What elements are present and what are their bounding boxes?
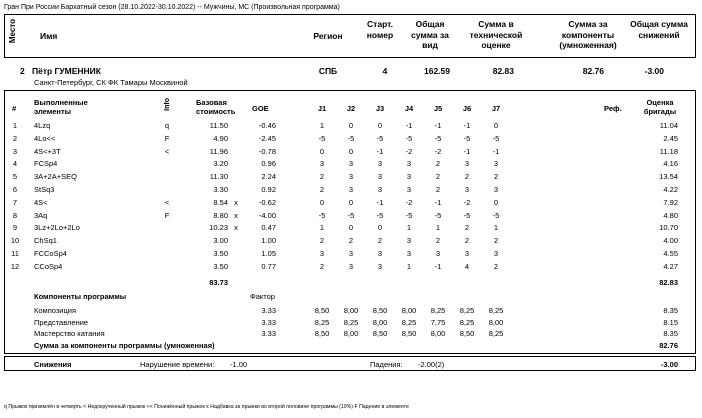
place-header: Место [8, 19, 17, 44]
element-row [0, 249, 702, 259]
element-judge-4: 3 [406, 249, 412, 258]
elements-executed-header: Выполненные элементы [34, 98, 88, 116]
element-judge-3: 3 [377, 249, 383, 258]
element-name: 4Lzq [34, 121, 51, 130]
component-judge-3: 8,50 [372, 306, 388, 315]
element-score: 11.18 [659, 146, 678, 156]
element-judge-1: 0 [319, 197, 325, 207]
element-num: 6 [12, 185, 18, 194]
element-base: 11.50 [209, 121, 228, 130]
component-judge-4: 8,25 [401, 317, 417, 327]
element-goe: -0.62 [258, 197, 276, 207]
element-score: 4.55 [663, 249, 678, 258]
component-score: 8.35 [663, 306, 678, 315]
start-number-header: Старт. номер [366, 19, 394, 40]
component-factor: 3.33 [261, 317, 276, 327]
element-row [0, 211, 702, 221]
time-violation-value: -1.00 [230, 360, 248, 369]
element-name: 4Lo<< [34, 133, 56, 143]
element-name: StSq3 [34, 185, 55, 194]
element-judge-6: -1 [463, 121, 471, 130]
element-score: 2.45 [663, 133, 678, 143]
element-judge-6: -2 [463, 197, 471, 207]
element-goe: 1.00 [261, 236, 276, 246]
element-judge-3: 3 [377, 261, 383, 271]
element-num: 5 [12, 172, 18, 182]
deductions-label: Снижения [34, 360, 72, 369]
j5-header: J5 [433, 104, 443, 113]
elements-total-base: 83.73 [209, 278, 228, 287]
component-factor: 3.33 [261, 306, 276, 315]
element-score: 4.00 [663, 236, 678, 246]
element-judge-1: 1 [319, 121, 325, 130]
element-base: 11.30 [209, 172, 228, 182]
j6-header: J6 [462, 104, 472, 113]
element-bonus: x [234, 197, 238, 207]
deductions-header: Общая сумма снижений [630, 19, 688, 40]
element-judge-5: 1 [435, 223, 441, 233]
component-judge-1: 8,50 [314, 329, 330, 338]
element-name: 3Aq [34, 210, 48, 220]
time-violation-label: Нарушение времени: [140, 360, 215, 369]
element-judge-4: -1 [405, 121, 413, 130]
element-name: 4S< [34, 197, 48, 207]
element-num: 4 [12, 159, 18, 169]
element-bonus: x [234, 223, 238, 233]
element-judge-7: 3 [493, 249, 499, 258]
component-judge-7: 8,25 [488, 329, 504, 338]
element-judge-2: 2 [348, 236, 354, 246]
element-row [0, 185, 702, 195]
element-row [0, 223, 702, 233]
skater-start-number: 4 [382, 66, 388, 76]
element-judge-3: -1 [376, 197, 384, 207]
element-judge-7: -5 [492, 210, 500, 220]
element-judge-3: -5 [376, 133, 384, 143]
element-num: 8 [12, 210, 18, 220]
element-base: 3.30 [213, 185, 228, 194]
elements-goe-header: GOE [252, 104, 269, 113]
component-judge-1: 8,50 [314, 306, 330, 315]
element-name: FCSp4 [34, 159, 58, 169]
element-judge-2: 0 [348, 197, 354, 207]
component-judge-2: 8,00 [343, 306, 359, 315]
element-goe: 0.96 [261, 159, 276, 169]
element-judge-1: 2 [319, 261, 325, 271]
element-judge-7: 0 [493, 197, 499, 207]
j4-header: J4 [404, 104, 414, 113]
component-row [0, 329, 702, 339]
total-score-header: Общая сумма за вид [411, 19, 449, 50]
component-name: Представление [34, 317, 89, 327]
component-judge-3: 8,50 [372, 329, 388, 338]
element-goe: -0.78 [258, 146, 276, 156]
component-judge-4: 8,50 [401, 329, 417, 338]
component-judge-6: 8,25 [459, 306, 475, 315]
element-name: 4S<+3T [34, 146, 61, 156]
element-base: 3.20 [213, 159, 228, 169]
element-name: FCCoSp4 [34, 249, 67, 258]
element-base: 10.23 [209, 223, 228, 233]
component-judge-4: 8,00 [401, 306, 417, 315]
skater-total-score: 162.59 [424, 66, 450, 76]
element-judge-1: -5 [318, 210, 326, 220]
element-judge-1: 2 [319, 172, 325, 182]
component-judge-6: 8,25 [459, 317, 475, 327]
element-judge-3: 3 [377, 185, 383, 194]
element-judge-6: 3 [464, 159, 470, 169]
components-title: Компоненты программы [34, 292, 127, 301]
element-judge-6: 2 [464, 172, 470, 182]
element-info: < [164, 146, 170, 156]
element-judge-5: -1 [434, 261, 442, 271]
element-judge-4: 1 [406, 261, 412, 271]
element-score: 4.80 [663, 210, 678, 220]
element-row [0, 198, 702, 208]
element-base: 3.50 [213, 249, 228, 258]
element-judge-6: -5 [463, 210, 471, 220]
element-judge-6: -5 [463, 133, 471, 143]
element-judge-3: -5 [376, 210, 384, 220]
element-num: 12 [10, 261, 20, 271]
element-judge-2: 3 [348, 159, 354, 169]
page-title: Гран При России Бархатный сезон (28.10.2022-30.10.2022) -- Мужчины, МС (Произвольная программа) [4, 4, 340, 11]
element-judge-1: -5 [318, 133, 326, 143]
component-factor: 3.33 [261, 329, 276, 338]
element-num: 7 [12, 197, 18, 207]
skater-region: СПБ [318, 66, 338, 76]
element-judge-5: 3 [435, 249, 441, 258]
element-judge-2: 3 [348, 261, 354, 271]
element-judge-4: -2 [405, 197, 413, 207]
element-judge-5: 2 [435, 172, 441, 182]
elements-info-header: Info [164, 98, 171, 111]
element-judge-4: -5 [405, 210, 413, 220]
element-judge-5: 2 [435, 185, 441, 194]
element-judge-3: 2 [377, 236, 383, 246]
deductions-total: -3.00 [660, 360, 678, 369]
element-num: 3 [12, 146, 18, 156]
element-judge-5: -5 [434, 210, 442, 220]
element-name: 3A+2A+SEQ [34, 172, 77, 182]
element-judge-7: 1 [493, 223, 499, 233]
element-judge-2: 3 [348, 185, 354, 194]
element-judge-3: 3 [377, 159, 383, 169]
element-score: 13.54 [659, 172, 678, 182]
element-row [0, 159, 702, 169]
element-judge-2: 0 [348, 146, 354, 156]
element-judge-7: 2 [493, 172, 499, 182]
element-judge-2: -5 [347, 133, 355, 143]
components-sum: 82.76 [659, 341, 678, 350]
element-goe: 2.24 [261, 172, 276, 182]
element-judge-4: -2 [405, 146, 413, 156]
element-judge-1: 1 [319, 223, 325, 233]
element-judge-7: 0 [493, 121, 499, 130]
element-base: 3.00 [213, 236, 228, 246]
deductions-box [4, 356, 696, 371]
element-goe: 1.05 [261, 249, 276, 258]
element-judge-6: 3 [464, 249, 470, 258]
element-num: 2 [12, 133, 18, 143]
element-base: 4.90 [213, 133, 228, 143]
component-judge-5: 7,75 [430, 317, 446, 327]
element-judge-5: -1 [434, 197, 442, 207]
pcs-header: Сумма за компоненты (умноженная) [559, 19, 617, 50]
component-score: 8.35 [663, 329, 678, 338]
skater-club: Санкт-Петербург, СК ФК Тамары Москвиной [34, 78, 188, 87]
component-name: Мастерство катания [34, 329, 105, 338]
element-score: 4.27 [663, 261, 678, 271]
element-judge-6: -1 [463, 146, 471, 156]
element-name: CCoSp4 [34, 261, 63, 271]
element-num: 9 [12, 223, 18, 233]
component-judge-6: 8,50 [459, 329, 475, 338]
component-judge-1: 8,25 [314, 317, 330, 327]
element-judge-4: 3 [406, 172, 412, 182]
element-base: 8.80 [213, 210, 228, 220]
element-goe: 0.92 [261, 185, 276, 194]
component-judge-2: 8,00 [343, 329, 359, 338]
element-judge-6: 2 [464, 223, 470, 233]
element-judge-2: 3 [348, 249, 354, 258]
elements-total-score: 82.83 [659, 278, 678, 287]
element-row [0, 172, 702, 182]
ref-header: Реф. [604, 104, 622, 113]
element-base: 8.54 [213, 197, 228, 207]
element-judge-1: 2 [319, 185, 325, 194]
element-bonus: x [234, 210, 238, 220]
element-info: F [164, 133, 170, 143]
element-judge-7: 3 [493, 159, 499, 169]
skater-deductions: -3.00 [644, 66, 664, 76]
element-judge-6: 2 [464, 236, 470, 246]
element-row [0, 262, 702, 272]
element-num: 1 [12, 121, 18, 130]
element-row [0, 134, 702, 144]
element-score: 4.22 [663, 185, 678, 194]
element-judge-5: 2 [435, 236, 441, 246]
component-row [0, 306, 702, 316]
element-judge-7: 3 [493, 185, 499, 194]
skater-place: 2 [20, 66, 25, 76]
element-name: ChSq1 [34, 236, 57, 246]
element-row [0, 236, 702, 246]
element-row [0, 121, 702, 131]
j3-header: J3 [375, 104, 385, 113]
element-judge-3: 0 [377, 121, 383, 130]
elements-num-header: # [12, 104, 17, 113]
tes-header: Сумма в технической оценке [469, 19, 523, 50]
element-goe: 0.77 [261, 261, 276, 271]
skater-name: Пётр ГУМЕННИК [32, 66, 101, 76]
component-row [0, 318, 702, 328]
element-judge-1: 3 [319, 159, 325, 169]
element-judge-4: 3 [406, 236, 412, 246]
element-score: 10.70 [659, 223, 678, 233]
component-judge-3: 8,00 [372, 317, 388, 327]
element-judge-6: 3 [464, 185, 470, 194]
element-num: 10 [10, 236, 20, 246]
element-judge-7: 2 [493, 261, 499, 271]
element-num: 11 [11, 249, 19, 258]
components-sum-label: Сумма за компоненты программы (умноженная) [34, 341, 215, 350]
element-judge-5: -5 [434, 133, 442, 143]
element-judge-5: -1 [434, 121, 442, 130]
element-judge-4: -5 [405, 133, 413, 143]
component-judge-5: 8,00 [430, 329, 446, 338]
falls-label: Падения: [370, 360, 403, 369]
element-judge-3: -1 [376, 146, 384, 156]
element-judge-6: 4 [464, 261, 470, 271]
element-name: 3Lz+2Lo+2Lo [34, 223, 80, 233]
element-score: 7.92 [663, 197, 678, 207]
element-judge-5: 2 [435, 159, 441, 169]
element-judge-7: 2 [493, 236, 499, 246]
element-info: < [164, 197, 170, 207]
element-row [0, 147, 702, 157]
j1-header: J1 [317, 104, 327, 113]
element-judge-5: -2 [434, 146, 442, 156]
element-base: 3.50 [213, 261, 228, 271]
element-info: F [164, 210, 170, 220]
region-header: Регион [313, 31, 343, 41]
element-judge-1: 0 [319, 146, 325, 156]
element-judge-2: 0 [348, 121, 354, 130]
component-name: Композиция [34, 306, 77, 315]
element-judge-4: 3 [406, 159, 412, 169]
element-judge-3: 0 [377, 223, 383, 233]
component-score: 8.15 [663, 317, 678, 327]
panel-score-header: Оценка бригады [643, 98, 677, 116]
element-goe: -4.00 [258, 210, 276, 220]
name-header: Имя [40, 31, 58, 41]
element-goe: -0.46 [258, 121, 276, 130]
falls-value: -2.00(2) [418, 360, 445, 369]
element-goe: -2.45 [258, 133, 276, 143]
component-judge-7: 8,25 [488, 306, 504, 315]
element-judge-2: -5 [347, 210, 355, 220]
element-judge-7: -5 [492, 133, 500, 143]
component-judge-2: 8,25 [343, 317, 359, 327]
element-judge-4: 3 [406, 185, 412, 194]
element-judge-2: 0 [348, 223, 354, 233]
element-judge-1: 3 [319, 249, 325, 258]
element-goe: 0.47 [261, 223, 276, 233]
skater-tes: 82.83 [492, 66, 514, 76]
element-judge-7: -1 [492, 146, 500, 156]
element-info: q [164, 121, 170, 130]
element-judge-3: 3 [377, 172, 383, 182]
j7-header: J7 [491, 104, 501, 113]
element-judge-1: 2 [319, 236, 325, 246]
legend: q Прыжок приземлён в четверть < Недокрученный прыжок << Понижённый прыжок x Надбавка за прыжки во второй половине программы (10%) F Падение в элементе [4, 404, 409, 410]
element-judge-2: 3 [348, 172, 354, 182]
components-factor-header: Фактор [250, 292, 275, 301]
element-judge-4: 1 [406, 223, 412, 233]
component-judge-5: 8,25 [430, 306, 446, 315]
element-score: 11.04 [659, 121, 678, 130]
elements-base-header: Базовая стоимость [196, 98, 236, 116]
component-judge-7: 8,00 [488, 317, 504, 327]
element-score: 4.16 [663, 159, 678, 169]
j2-header: J2 [346, 104, 356, 113]
skater-pcs: 82.76 [582, 66, 604, 76]
element-base: 11.96 [209, 146, 228, 156]
